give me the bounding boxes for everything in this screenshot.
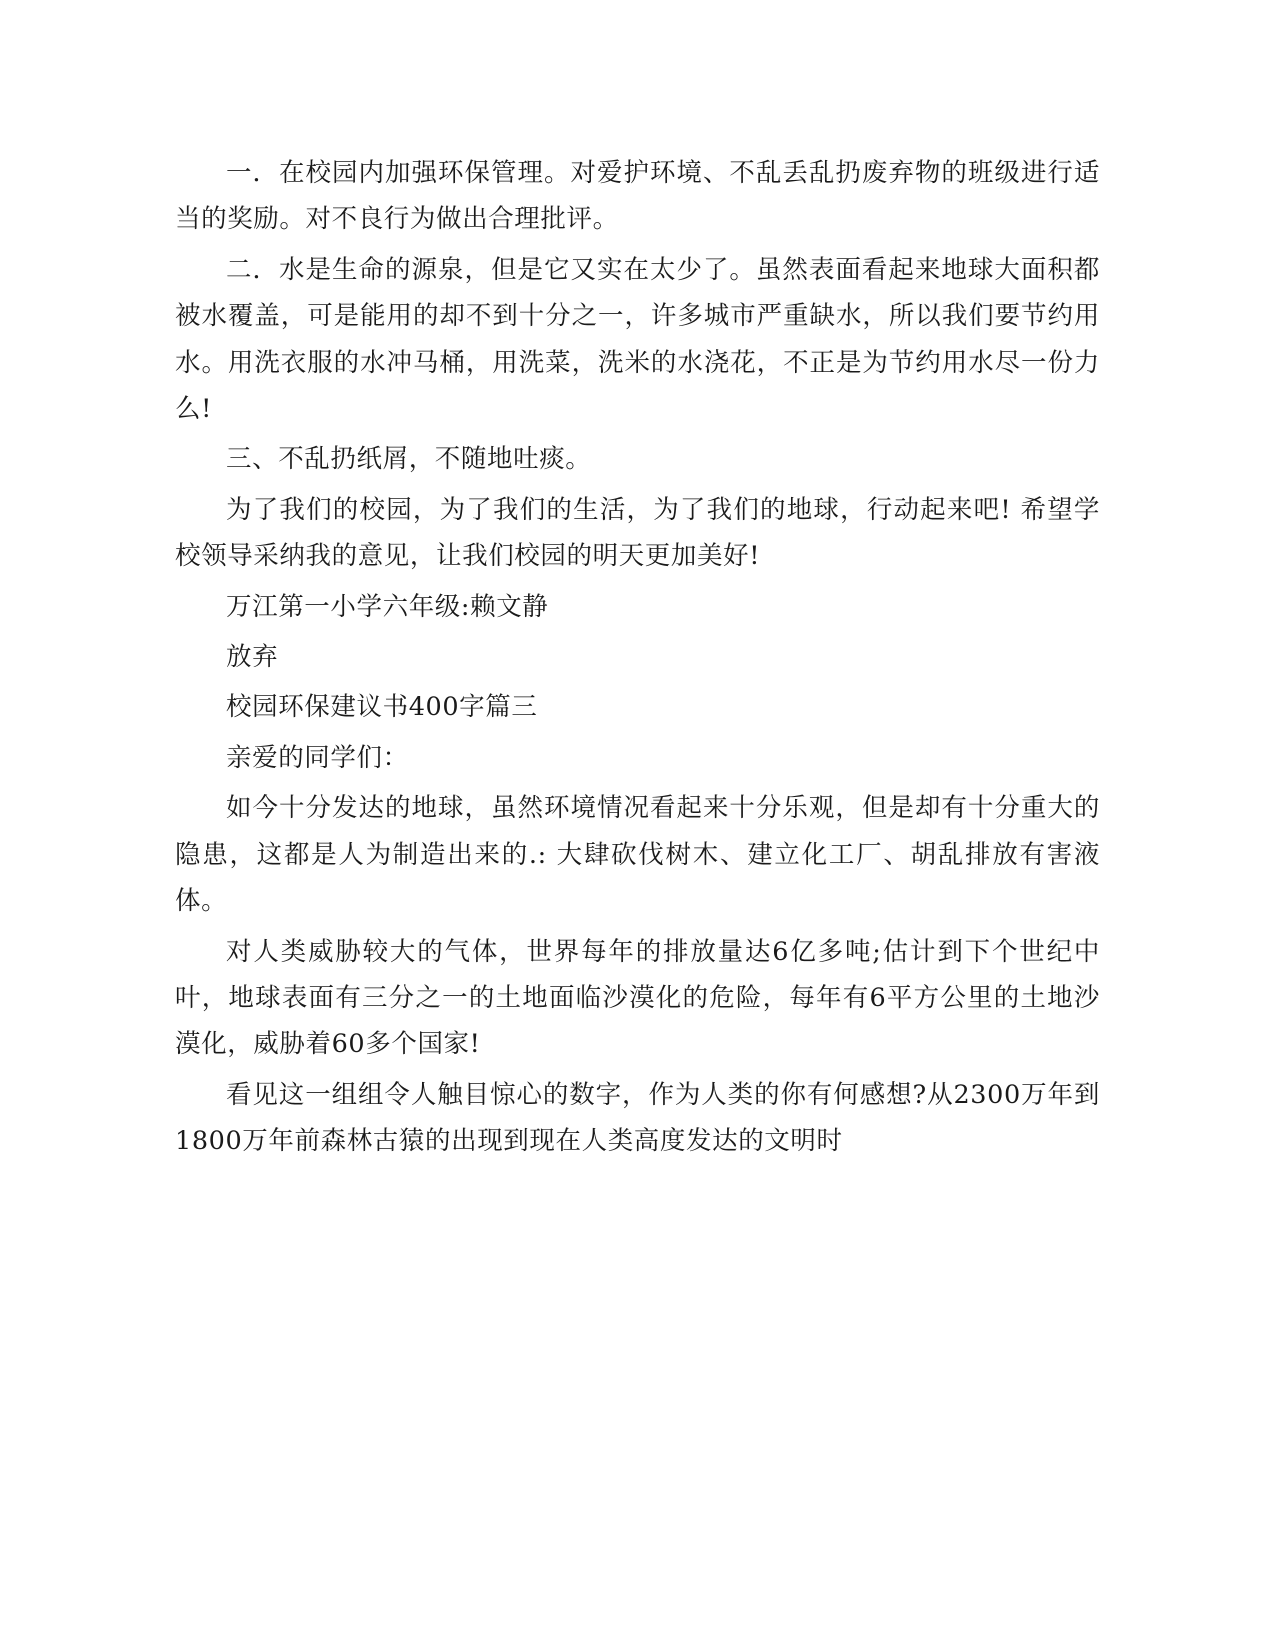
paragraph: 为了我们的校园，为了我们的生活，为了我们的地球，行动起来吧! 希望学校领导采纳我的意见，让我们校园的明天更加美好!: [175, 494, 1100, 572]
salutation: 亲爱的同学们：: [226, 742, 409, 773]
paragraph: 一．在校园内加强环保管理。对爱护环境、不乱丢乱扔废弃物的班级进行适当的奖励。对不良行为做出合理批评。: [175, 158, 1100, 235]
paragraph: 对人类威胁较大的气体，世界每年的排放量达6亿多吨;估计到下个世纪中叶，地球表面有三分之一的土地面临沙漠化的危险，每年有6平方公里的土地沙漠化，威胁着60多个国家!: [175, 936, 1100, 1060]
document-body: [175, 150, 1100, 1165]
paragraph: 二．水是生命的源泉，但是它又实在太少了。虽然表面看起来地球大面积都被水覆盖，可是能用的却不到十分之一，许多城市严重缺水，所以我们要节约用水。用洗衣服的水冲马桶，用洗菜，洗米的水浇花，不正是为节约用水尽一份力么!: [175, 254, 1100, 425]
paragraph: 看见这一组组令人触目惊心的数字，作为人类的你有何感想?从2300万年到1800万年前森林古猿的出现到现在人类高度发达的文明时: [175, 1079, 1100, 1157]
section-heading: 校园环保建议书400字篇三: [226, 692, 538, 723]
paragraph: 三、不乱扔纸屑，不随地吐痰。: [226, 444, 592, 475]
paragraph: 放弃: [226, 642, 279, 673]
paragraph: 如今十分发达的地球，虽然环境情况看起来十分乐观，但是却有十分重大的隐患，这都是人为制造出来的.: 大肆砍伐树木、建立化工厂、胡乱排放有害液体。: [175, 793, 1100, 917]
signature-paragraph: 万江第一小学六年级:赖文静: [226, 591, 549, 622]
